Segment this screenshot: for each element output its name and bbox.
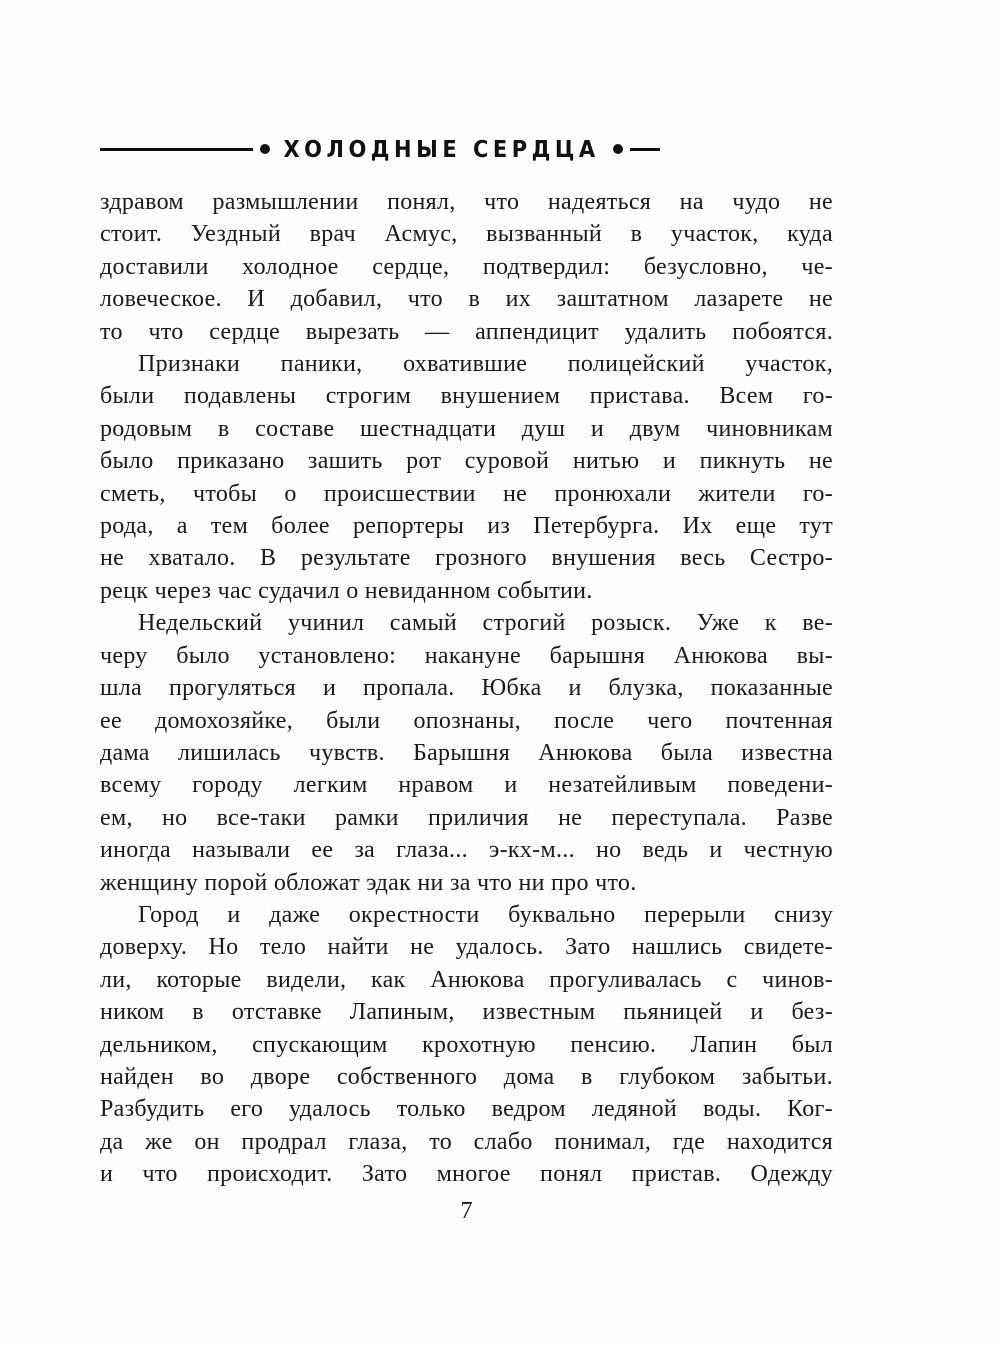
text-line: шла прогуляться и пропала. Юбка и блузка, показанные <box>100 675 833 702</box>
header-dot-ornament-left <box>260 144 270 154</box>
text-line: женщину порой обложат эдак ни за что ни про что. <box>100 869 637 896</box>
paragraph <box>100 186 833 348</box>
text-line: Признаки паники, охватившие полицейский участок, <box>138 351 833 378</box>
text-line: ем, но все-таки рамки приличия не переступала. Разве <box>100 804 833 831</box>
text-line: ли, которые видели, как Анюкова прогуливалась с чинов- <box>100 966 833 993</box>
text-line: сметь, чтобы о происшествии не пронюхали жители го- <box>100 480 833 507</box>
text-line: всему городу легким нравом и незатейливым поведени- <box>100 772 833 799</box>
text-line: то что сердце вырезать — аппендицит удалить побоятся. <box>100 318 833 345</box>
text-line: доверху. Но тело найти не удалось. Зато нашлись свидете- <box>100 934 833 961</box>
text-line: дама лишилась чувств. Барышня Анюкова была известна <box>100 739 833 766</box>
text-line: и что происходит. Зато многое понял пристав. Одежду <box>100 1161 833 1188</box>
running-head <box>100 136 660 162</box>
text-line: было приказано зашить рот суровой нитью и пикнуть не <box>100 448 833 475</box>
paragraph <box>100 348 833 607</box>
text-line: не хватало. В результате грозного внушения весь Сестро- <box>100 545 833 572</box>
text-line: найден во дворе собственного дома в глубоком забытьи. <box>100 1063 833 1090</box>
header-dot-ornament-right <box>613 144 623 154</box>
paragraph <box>100 899 833 1191</box>
text-line: ником в отставке Лапиным, известным пьяницей и без- <box>100 999 833 1026</box>
page-text-block <box>100 186 833 1191</box>
text-line: доставили холодное сердце, подтвердил: безусловно, че- <box>100 253 833 280</box>
text-line: здравом размышлении понял, что надеяться на чудо не <box>100 189 833 215</box>
header-rule-right <box>630 148 660 151</box>
text-line: черу было установлено: накануне барышня Анюкова вы- <box>100 642 833 669</box>
header-rule-left <box>100 148 253 151</box>
page-number: 7 <box>460 1198 473 1224</box>
text-line: родовым в составе шестнадцати душ и двум чиновникам <box>100 415 833 442</box>
text-line: ее домохозяйке, были опознаны, после чего почтенная <box>100 707 833 734</box>
book-title: ХОЛОДНЫЕ СЕРДЦА <box>283 135 600 163</box>
text-line: Разбудить его удалось только ведром ледяной воды. Ког- <box>100 1096 833 1123</box>
paragraph <box>100 607 833 899</box>
text-line: да же он продрал глаза, то слабо понимал, где находится <box>100 1128 833 1155</box>
text-line: ловеческое. И добавил, что в их заштатном лазарете не <box>100 286 833 313</box>
text-line: Недельский учинил самый строгий розыск. Уже к ве- <box>138 610 833 637</box>
text-line: рецк через час судачил о невиданном событии. <box>100 577 593 604</box>
page-footer <box>100 1198 833 1225</box>
text-line: дельником, спускающим крохотную пенсию. Лапин был <box>100 1031 833 1058</box>
text-line: иногда называли ее за глаза... э-кх-м... но ведь и честную <box>100 837 833 864</box>
text-line: рода, а тем более репортеры из Петербурга. Их еще тут <box>100 513 833 540</box>
text-line: Город и даже окрестности буквально перерыли снизу <box>138 901 833 928</box>
text-line: стоит. Уездный врач Асмус, вызванный в участок, куда <box>100 221 833 248</box>
text-line: были подавлены строгим внушением пристава. Всем го- <box>100 383 833 410</box>
